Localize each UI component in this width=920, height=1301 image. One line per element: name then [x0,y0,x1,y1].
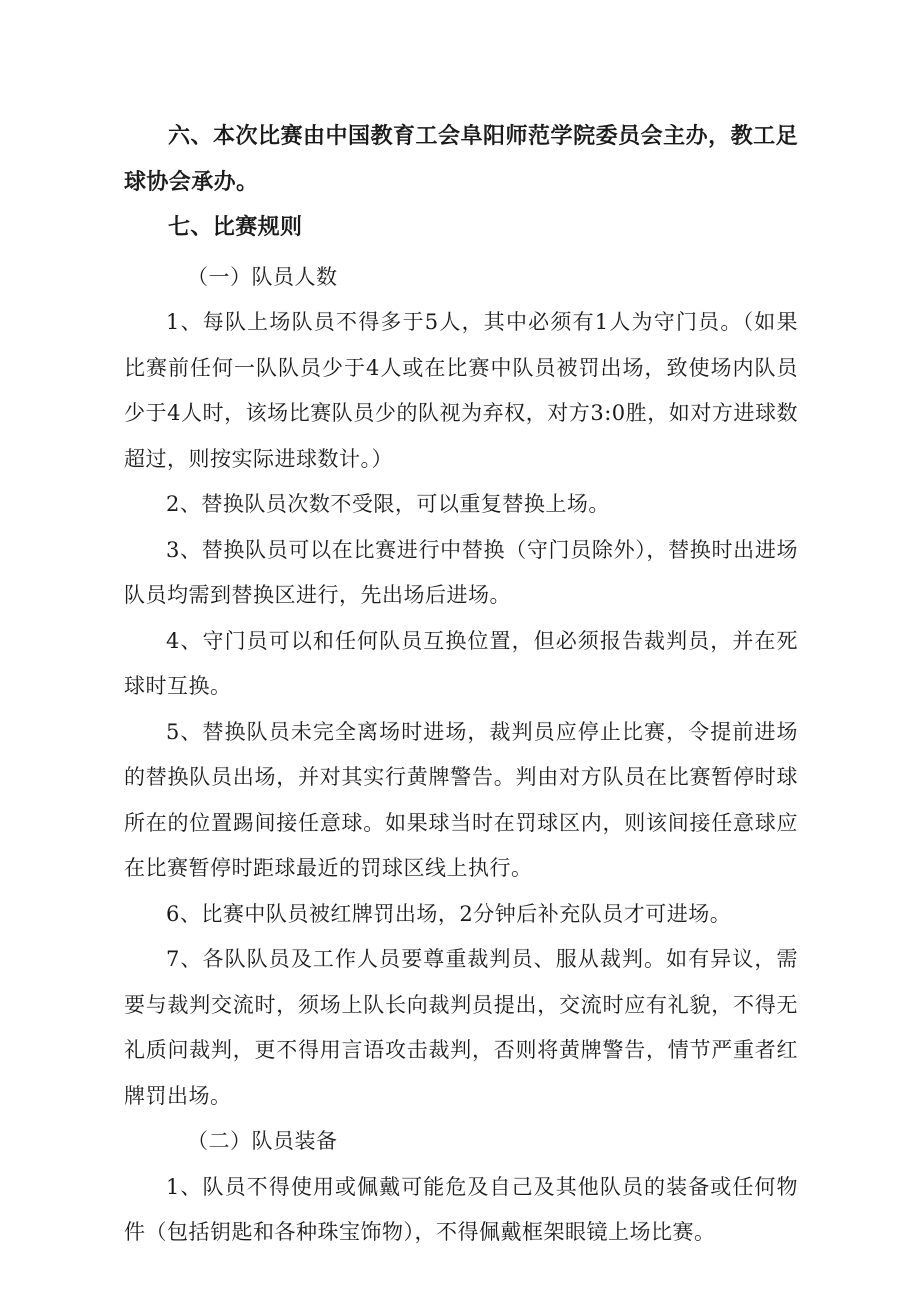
section-six-paragraph: 六、本次比赛由中国教育工会阜阳师范学院委员会主办，教工足球协会承办。 [124,124,798,195]
rule-paragraph-2: 2、替换队员次数不受限，可以重复替换上场。 [166,492,610,516]
rule-paragraph-5: 5、替换队员未完全离场时进场，裁判员应停止比赛，令提前进场的替换队员出场，并对其实行黄牌警告。判由对方队员在比赛暂停时球所在的位置踢间接任意球。如果球当时在罚球区内，则该间接任意球应在比赛暂停时距球最近的罚球区线上执行。 [124,719,798,880]
rule-paragraph-6: 6、比赛中队员被红牌罚出场，2分钟后补充队员才可进场。 [166,901,732,926]
document-body [124,114,798,1256]
subsection-equipment-heading: （二）队员装备 [187,1129,338,1153]
subsection-player-count-heading: （一）队员人数 [187,264,338,289]
rule-paragraph-3: 3、替换队员可以在比赛进行中替换（守门员除外），替换时出进场队员均需到替换区进行，先出场后进场。 [124,537,798,607]
rule-paragraph-1: 1、每队上场队员不得多于5人，其中必须有1人为守门员。（如果比赛前任何一队队员少于4人或在比赛中队员被罚出场，致使场内队员少于4人时，该场比赛队员少的队视为弃权，对方3:0胜，如对方进球数超过，则按实际进球数计。） [124,310,798,471]
rule-paragraph-4: 4、守门员可以和任何队员互换位置，但必须报告裁判员，并在死球时互换。 [124,628,798,698]
rule-paragraph-7: 7、各队队员及工作人员要尊重裁判员、服从裁判。如有异议，需要与裁判交流时，须场上队长向裁判员提出，交流时应有礼貌，不得无礼质问裁判，更不得用言语攻击裁判，否则将黄牌警告，情节严重者红牌罚出场。 [124,947,798,1108]
equipment-paragraph-1: 1、队员不得使用或佩戴可能危及自己及其他队员的装备或任何物件（包括钥匙和各种珠宝饰物），不得佩戴框架眼镜上场比赛。 [124,1174,798,1244]
section-seven-heading: 七、比赛规则 [168,215,303,240]
